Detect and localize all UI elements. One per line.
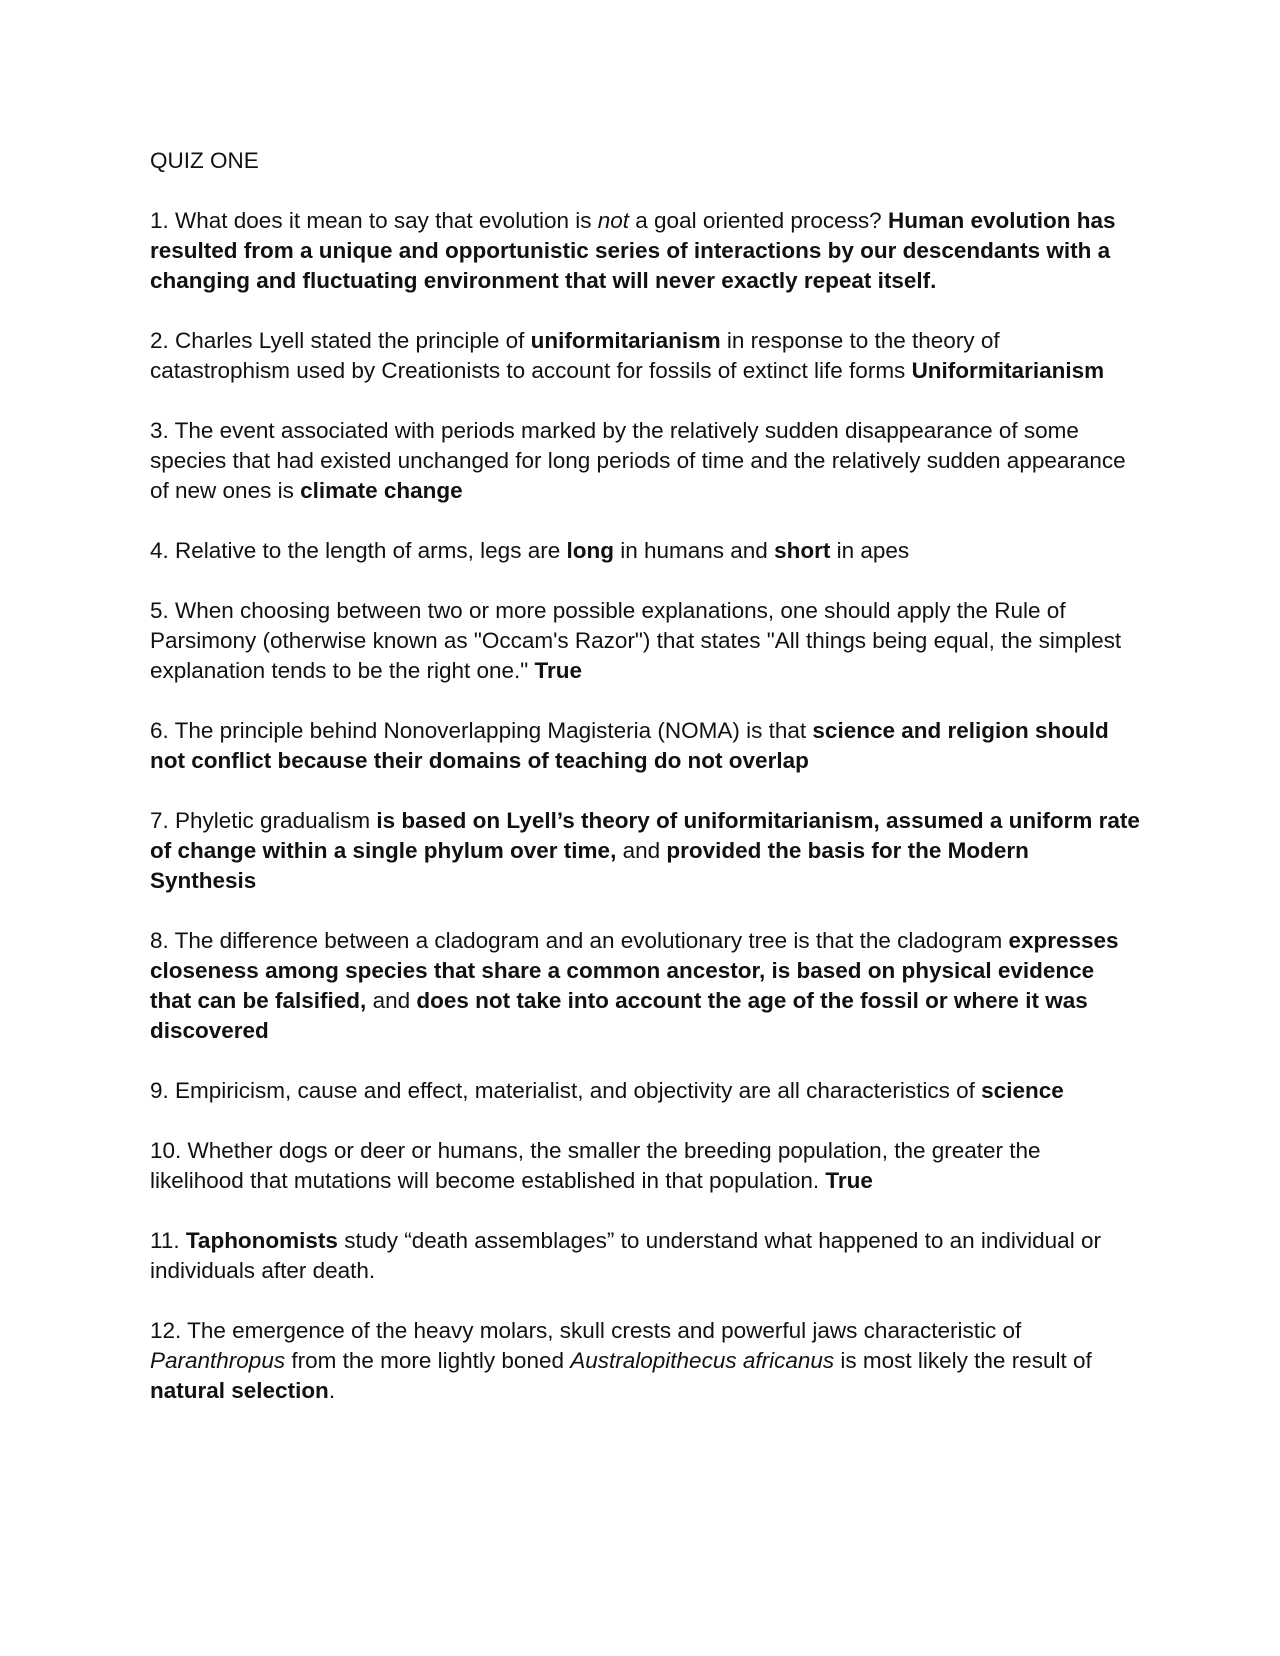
- question-text: 7. Phyletic gradualism: [150, 808, 377, 833]
- answer-text: science: [981, 1078, 1064, 1103]
- question-9: [150, 1076, 1140, 1106]
- answer-text: True: [825, 1168, 873, 1193]
- question-text: in apes: [830, 538, 910, 563]
- answer-text: is based on Lyell’s theory of uniformitarianism, assumed a uniform rate of change within a single phylum over time,: [150, 808, 1140, 863]
- answer-text: Uniformitarianism: [911, 358, 1105, 383]
- question-8: [150, 926, 1140, 1046]
- answer-text: Human evolution has resulted from a unique and opportunistic series of interactions by our descendants with a changing and fluctuating environment that will never exactly repeat itself.: [150, 208, 1116, 293]
- question-5: [150, 596, 1140, 686]
- question-text: 9. Empiricism, cause and effect, materialist, and objectivity are all characteristics of: [150, 1078, 982, 1103]
- answer-text: does not take into account the age of the fossil or where it was discovered: [150, 988, 1088, 1043]
- question-2: [150, 326, 1140, 386]
- emphasis-text: Australopithecus africanus: [570, 1348, 835, 1373]
- emphasis-text: not: [597, 208, 630, 233]
- answer-text: uniformitarianism: [530, 328, 721, 353]
- question-text: and: [616, 838, 667, 863]
- question-3: [150, 416, 1140, 506]
- question-text: 11.: [150, 1228, 186, 1253]
- quiz-title: QUIZ ONE: [150, 148, 259, 173]
- answer-text: short: [774, 538, 831, 563]
- question-text: in response to the theory of catastrophism used by Creationists to account for fossils of extinct life forms: [150, 328, 1000, 383]
- question-text: .: [328, 1378, 336, 1403]
- answer-text: provided the basis for the Modern Synthesis: [150, 838, 1029, 893]
- answer-text: long: [566, 538, 614, 563]
- question-list: [150, 206, 1140, 1406]
- answer-text: science and religion should not conflict because their domains of teaching do not overlap: [150, 718, 1109, 773]
- question-text: a goal oriented process?: [629, 208, 888, 233]
- question-4: [150, 536, 1140, 566]
- question-text: 12. The emergence of the heavy molars, skull crests and powerful jaws characteristic of: [150, 1318, 1022, 1343]
- question-text: 8. The difference between a cladogram and an evolutionary tree is that the cladogram: [150, 928, 1009, 953]
- answer-text: True: [534, 658, 583, 683]
- question-text: 4. Relative to the length of arms, legs are: [150, 538, 567, 563]
- question-10: [150, 1136, 1140, 1196]
- answer-text: natural selection: [150, 1378, 329, 1403]
- question-text: is most likely the result of: [834, 1348, 1092, 1373]
- question-text: 3. The event associated with periods marked by the relatively sudden disappearance of some species that had existed unchanged for long periods of time and the relatively sudden appearance of new ones is: [150, 418, 1126, 503]
- question-text: and: [366, 988, 417, 1013]
- question-11: [150, 1226, 1140, 1286]
- question-text: 6. The principle behind Nonoverlapping Magisteria (NOMA) is that: [150, 718, 813, 743]
- question-text: in humans and: [613, 538, 775, 563]
- question-7: [150, 806, 1140, 896]
- question-text: 2. Charles Lyell stated the principle of: [150, 328, 531, 353]
- question-text: 5. When choosing between two or more possible explanations, one should apply the Rule of Parsimony (otherwise known as "Occam's Razor") that states "All things being equal, the simplest explanation tends to be the right one.": [150, 598, 1122, 683]
- answer-text: Taphonomists: [185, 1228, 338, 1253]
- answer-text: climate change: [300, 478, 463, 503]
- question-text: study “death assemblages” to understand what happened to an individual or individuals after death.: [150, 1228, 1101, 1283]
- question-12: [150, 1316, 1140, 1406]
- question-1: [150, 206, 1140, 296]
- answer-text: expresses closeness among species that share a common ancestor, is based on physical evidence that can be falsified,: [150, 928, 1119, 1013]
- question-6: [150, 716, 1140, 776]
- question-text: from the more lightly boned: [285, 1348, 571, 1373]
- document-page: [150, 146, 1140, 1436]
- emphasis-text: Paranthropus: [150, 1348, 286, 1373]
- question-text: 1. What does it mean to say that evolution is: [150, 208, 598, 233]
- question-text: 10. Whether dogs or deer or humans, the smaller the breeding population, the greater the likelihood that mutations will become established in that population.: [150, 1138, 1041, 1193]
